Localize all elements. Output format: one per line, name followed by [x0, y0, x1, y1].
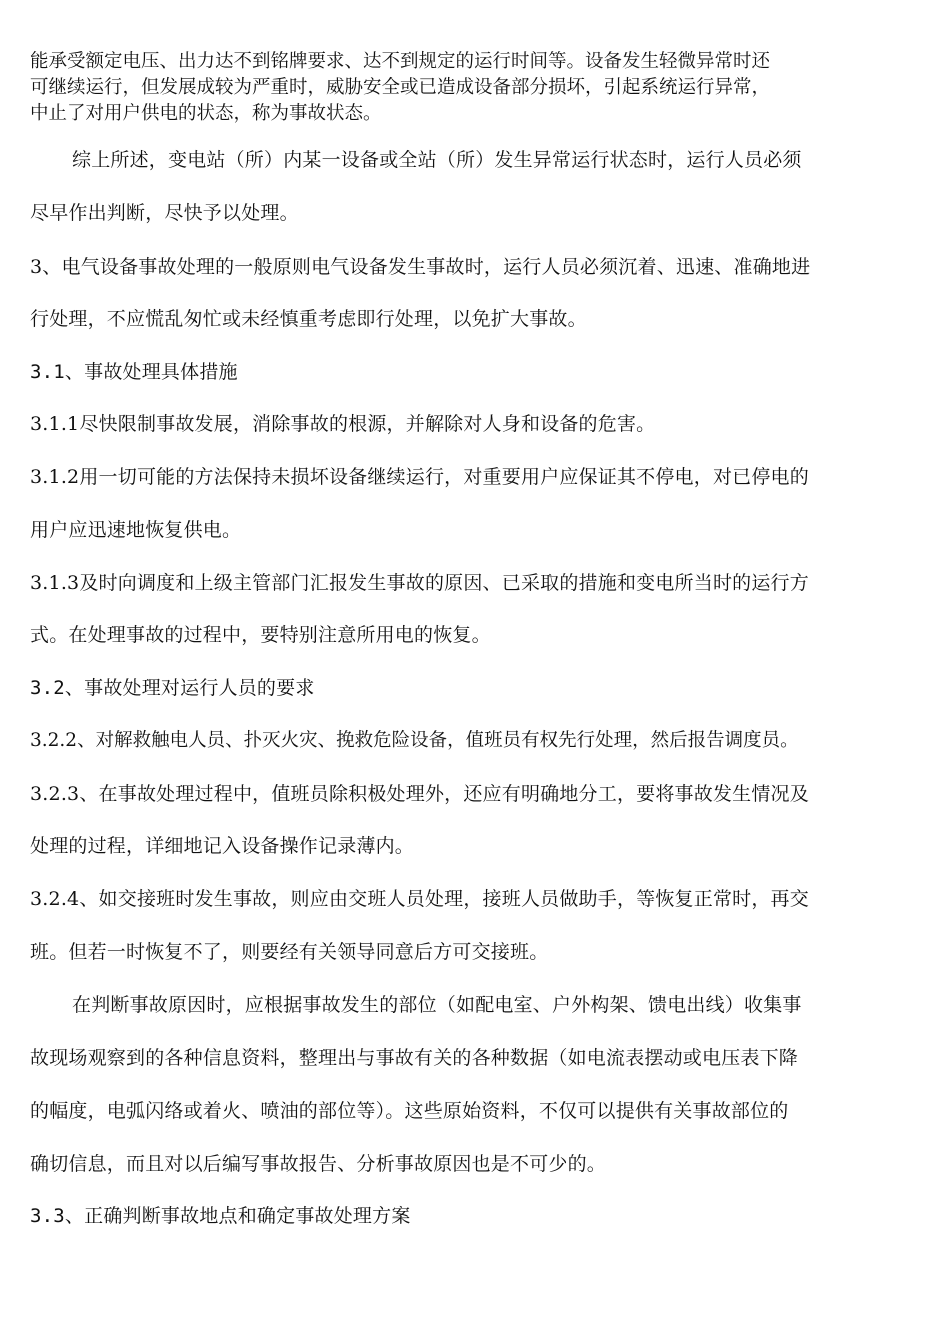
text-line: 行处理，不应慌乱匆忙或未经慎重考虑即行处理，以免扩大事故。 [30, 308, 587, 330]
text-line: 能承受额定电压、出力达不到铭牌要求、达不到规定的运行时间等。设备发生轻微异常时还 [30, 51, 771, 72]
text-line: 综上所述，变电站（所）内某一设备或全站（所）发生异常运行状态时，运行人员必须 [72, 149, 802, 171]
text-line: 用户应迅速地恢复供电。 [30, 519, 242, 541]
text-line: 的幅度，电弧闪络或着火、喷油的部位等）。这些原始资料，不仅可以提供有关事故部位的 [30, 1100, 789, 1122]
section-heading: 3.1、事故处理具体措施 [30, 361, 238, 383]
text-line: 3.2.4、如交接班时发生事故，则应由交班人员处理，接班人员做助手，等恢复正常时，再交 [30, 888, 809, 910]
text-line: 故现场观察到的各种信息资料，整理出与事故有关的各种数据（如电流表摆动或电压表下降 [30, 1047, 799, 1069]
text-line: 3.1.3及时向调度和上级主管部门汇报发生事故的原因、已采取的措施和变电所当时的运行方 [30, 572, 809, 594]
text-line: 3.1.2用一切可能的方法保持未损坏设备继续运行，对重要用户应保证其不停电，对已停电的 [30, 466, 809, 488]
text-line: 在判断事故原因时，应根据事故发生的部位（如配电室、户外构架、馈电出线）收集事 [72, 994, 802, 1016]
text-line: 确切信息，而且对以后编写事故报告、分析事故原因也是不可少的。 [30, 1153, 607, 1175]
text-line: 处理的过程，详细地记入设备操作记录薄内。 [30, 835, 415, 857]
text-line: 可继续运行，但发展成较为严重时，威胁安全或已造成设备部分损坏，引起系统运行异常， [30, 77, 771, 98]
text-line: 3、电气设备事故处理的一般原则电气设备发生事故时，运行人员必须沉着、迅速、准确地进 [30, 256, 811, 278]
section-heading: 3.3、正确判断事故地点和确定事故处理方案 [30, 1205, 411, 1227]
text-line: 3.2.3、在事故处理过程中，值班员除积极处理外，还应有明确地分工，要将事故发生情况及 [30, 783, 809, 805]
section-heading: 3.2、事故处理对运行人员的要求 [30, 677, 315, 699]
text-line: 3.1.1尽快限制事故发展，消除事故的根源，并解除对人身和设备的危害。 [30, 413, 656, 435]
text-line: 式。在处理事故的过程中，要特别注意所用电的恢复。 [30, 624, 491, 646]
text-line: 3.2.2、对解救触电人员、扑灭火灾、挽救危险设备，值班员有权先行处理，然后报告调度员。 [30, 730, 799, 751]
text-line: 班。但若一时恢复不了，则要经有关领导同意后方可交接班。 [30, 941, 549, 963]
text-line: 尽早作出判断，尽快予以处理。 [30, 202, 299, 224]
text-line: 中止了对用户供电的状态，称为事故状态。 [30, 103, 382, 124]
